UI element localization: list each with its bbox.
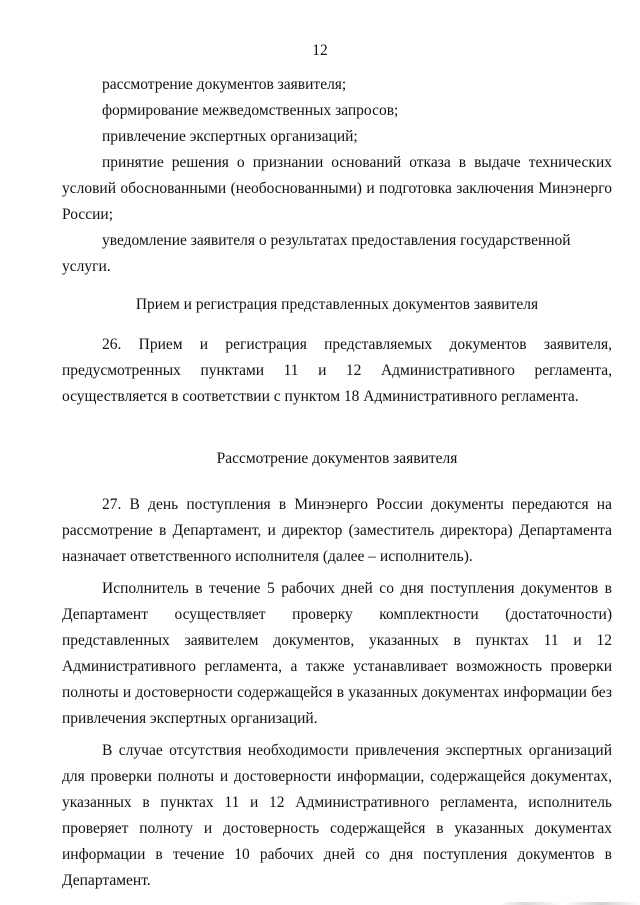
paragraph-executor-check: Исполнитель в течение 5 рабочих дней со дня поступления документов в Департамент осуществляет проверку комплектности (достаточности) представленных заявителем документов, указанных в пунктах 11 и 12 Административного регламента, а также устанавливает возможность проверки полноты и достоверности содержащейся в указанных документах информации без привлечения экспертных организаций. — [62, 580, 612, 727]
list-item: уведомление заявителя о результатах предоставления государственной услуги. — [62, 232, 571, 275]
paragraph-26: 26. Прием и регистрация представляемых документов заявителя, предусмотренных пунктами 11 и 12 Административного регламента, осуществляется в соответствии с пунктом 18 Административного регламента. — [62, 336, 612, 405]
section-heading-review: Рассмотрение документов заявителя — [216, 450, 458, 467]
page-number: 12 — [312, 42, 328, 59]
paragraph-27: 27. В день поступления в Минэнерго России документы передаются на рассмотрение в Департамент, и директор (заместитель директора) Департамента назначает ответственного исполнителя (далее – исполнитель). — [62, 496, 612, 565]
list-item: рассмотрение документов заявителя; — [102, 76, 347, 93]
document-body — [62, 72, 612, 894]
list-item: формирование межведомственных запросов; — [102, 102, 399, 119]
list-item: привлечение экспертных организаций; — [102, 128, 358, 145]
section-heading-reception: Прием и регистрация представленных документов заявителя — [135, 296, 539, 313]
list-item: принятие решения о признании оснований отказа в выдаче технических условий обоснованными (необоснованными) и подготовка заключения Минэнерго России; — [62, 154, 612, 223]
paragraph-no-experts: В случае отсутствия необходимости привлечения экспертных организаций для проверки полноты и достоверности информации, содержащейся документах, указанных в пунктах 11 и 12 Административного регламента, исполнитель проверяет полноту и достоверность содержащейся в указанных документах информации в течение 10 рабочих дней со дня поступления документов в Департамент. — [62, 742, 612, 889]
